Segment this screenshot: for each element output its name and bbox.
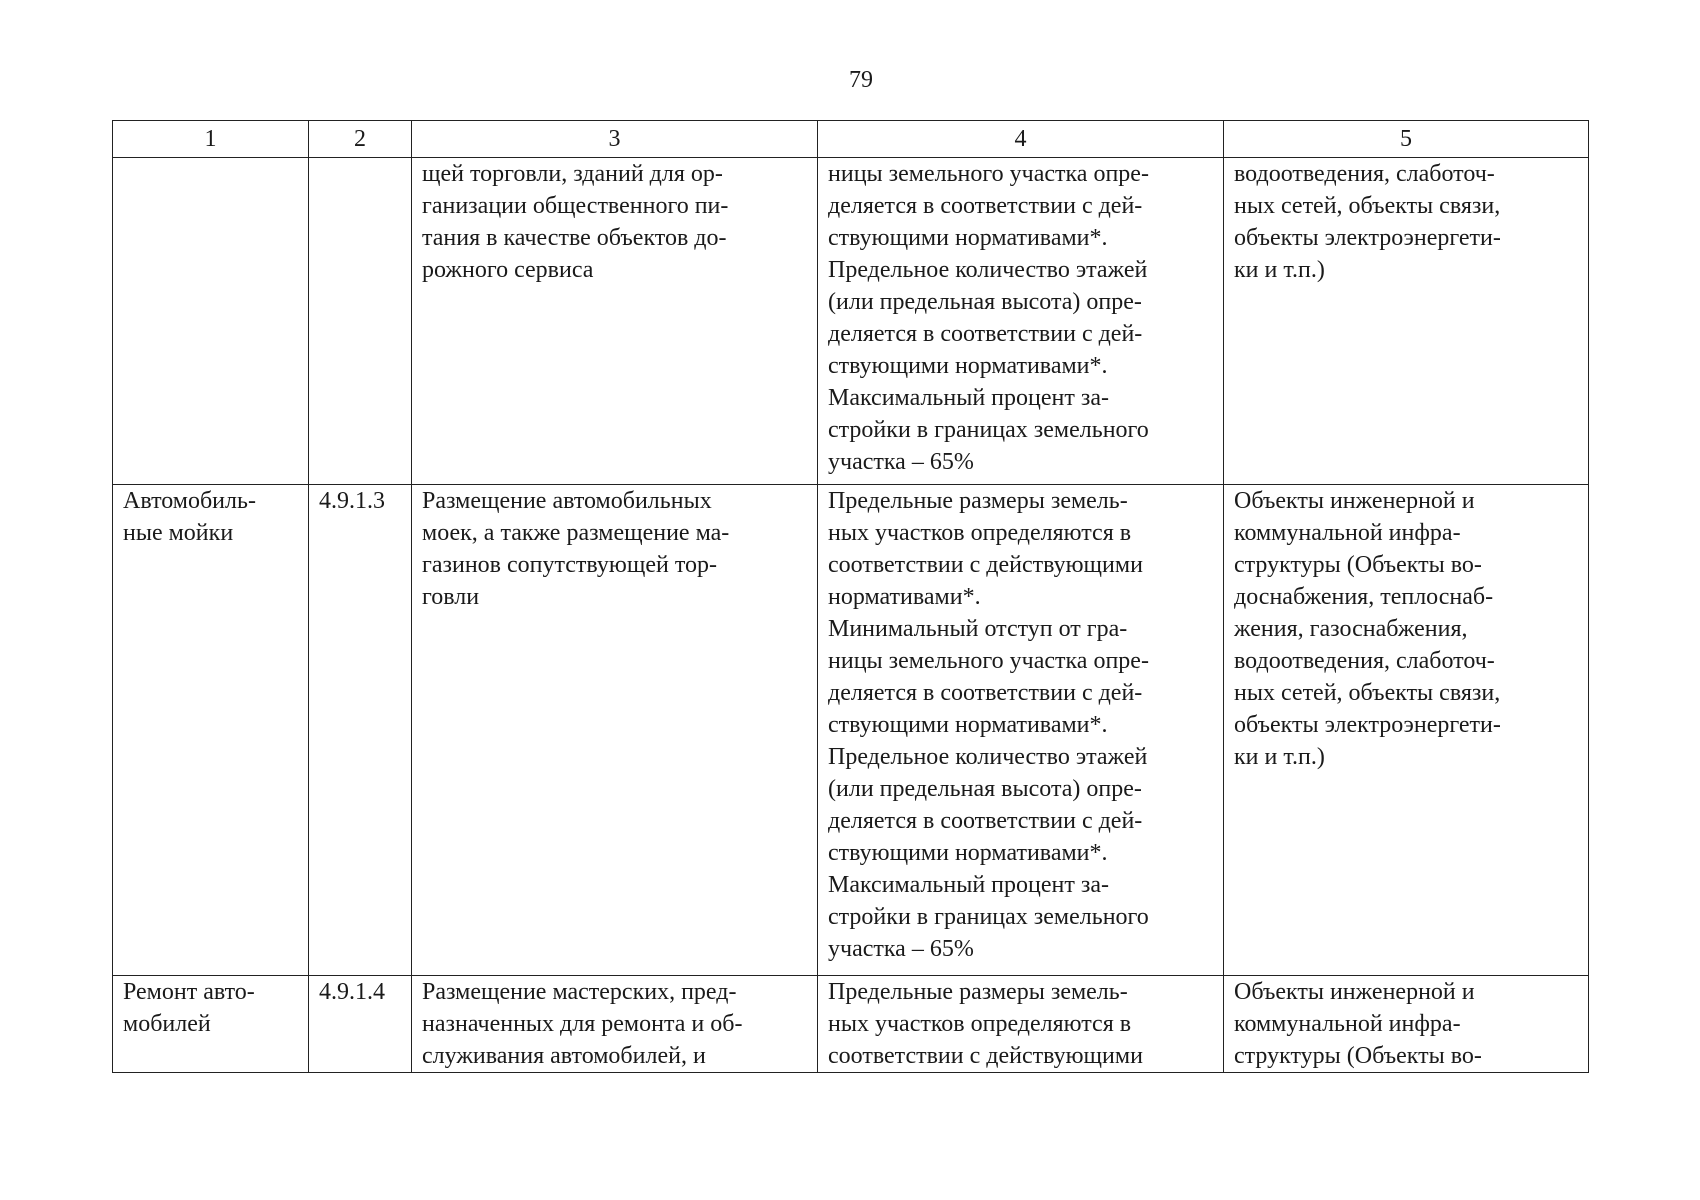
- column-header-2: 2: [309, 121, 412, 158]
- cell-parameters: [818, 976, 1224, 1073]
- cell-text: щей торговли, зданий для ор- ганизации общественного пи- тания в качестве объектов до- рожного сервиса: [422, 161, 729, 283]
- cell-text: Автомобиль- ные мойки: [123, 488, 256, 546]
- cell-auxiliary-uses: [1224, 976, 1589, 1073]
- table-row: [113, 976, 1589, 1073]
- column-header-3: 3: [412, 121, 818, 158]
- cell-auxiliary-uses: [1224, 158, 1589, 485]
- cell-text: Ремонт авто- мобилей: [123, 979, 255, 1037]
- cell-use-name: [113, 976, 309, 1073]
- column-header-1: 1: [113, 121, 309, 158]
- regulations-table: [112, 120, 1589, 1073]
- cell-use-name: [113, 485, 309, 976]
- table-header-row: [113, 121, 1589, 158]
- column-header-4: 4: [818, 121, 1224, 158]
- page-number: 79: [849, 67, 873, 93]
- cell-text: 4.9.1.4: [319, 979, 385, 1005]
- cell-description: [412, 976, 818, 1073]
- cell-text: Размещение автомобильных моек, а также размещение ма- газинов сопутствующей тор- говли: [422, 488, 730, 610]
- cell-use-name: [113, 158, 309, 485]
- cell-text: Предельные размеры земель- ных участков определяются в соответствии с действующими: [828, 979, 1143, 1069]
- cell-code: [309, 158, 412, 485]
- cell-text: Размещение мастерских, пред- назначенных для ремонта и об- служивания автомобилей, и: [422, 979, 743, 1069]
- table-row: [113, 485, 1589, 976]
- cell-text: Предельные размеры земель- ных участков определяются в соответствии с действующими нормативами*. Минимальный отступ от гра- ницы земельного участка опре- деляется в соответствии с дей- ствующими нормативами*. Предельное количество этажей (или предельная высота) опре- деляется в соответствии с дей- ствующими нормативами*. Максимальный процент за- стройки в границах земельного участка – 65%: [828, 488, 1149, 962]
- cell-text: 4.9.1.3: [319, 488, 385, 514]
- cell-text: водоотведения, слаботоч- ных сетей, объекты связи, объекты электроэнергети- ки и т.п.): [1234, 161, 1501, 283]
- cell-text: Объекты инженерной и коммунальной инфра- структуры (Объекты во- доснабжения, теплоснаб- жения, газоснабжения, водоотведения, слаботоч- ных сетей, объекты связи, объекты электроэнергети- ки и т.п.): [1234, 488, 1501, 770]
- table-row: [113, 158, 1589, 485]
- cell-text: ницы земельного участка опре- деляется в соответствии с дей- ствующими нормативами*. Предельное количество этажей (или предельная высота) опре- деляется в соответствии с дей- ствующими нормативами*. Максимальный процент за- стройки в границах земельного участка – 65%: [828, 161, 1149, 475]
- cell-code: [309, 976, 412, 1073]
- column-header-5: 5: [1224, 121, 1589, 158]
- cell-parameters: [818, 485, 1224, 976]
- cell-description: [412, 485, 818, 976]
- cell-description: [412, 158, 818, 485]
- cell-text: Объекты инженерной и коммунальной инфра- структуры (Объекты во-: [1234, 979, 1482, 1069]
- cell-code: [309, 485, 412, 976]
- cell-auxiliary-uses: [1224, 485, 1589, 976]
- cell-parameters: [818, 158, 1224, 485]
